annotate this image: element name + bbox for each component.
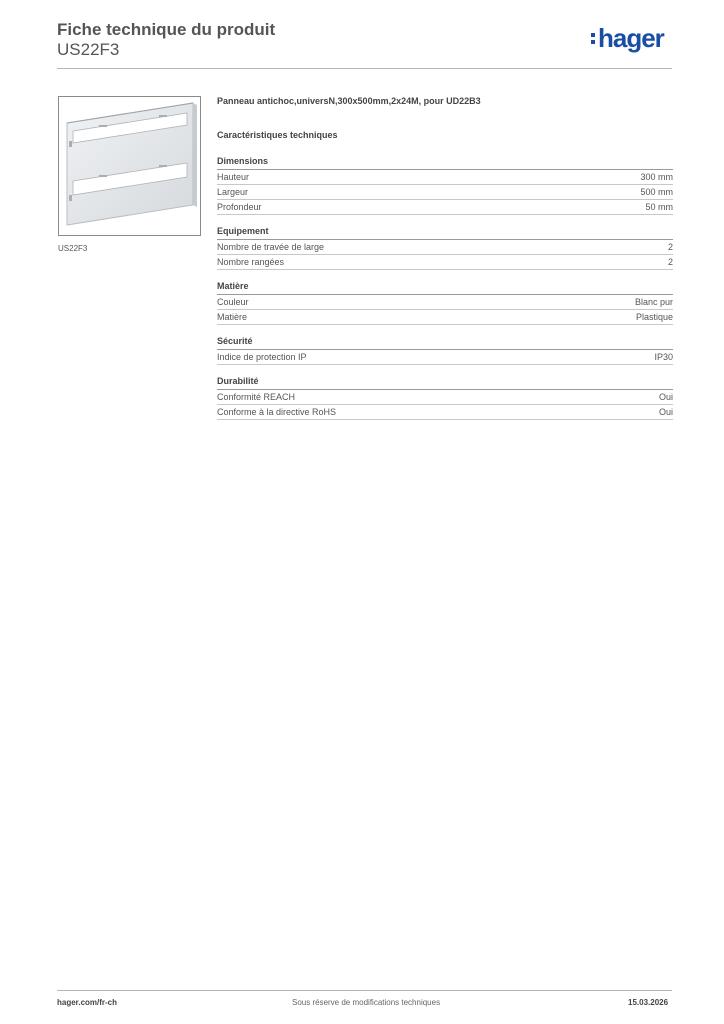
spec-label: Conformité REACH [217,392,296,402]
spec-group-matiere [217,281,673,325]
footer-website-link[interactable]: hager.com/fr-ch [57,998,118,1007]
group-heading: Dimensions [217,156,673,170]
spec-group-durabilite [217,376,673,420]
spec-label: Largeur [217,187,249,197]
footer-date: 15.03.2026 [628,998,669,1007]
spec-group-equipement [217,226,673,270]
spec-value: 300 mm [640,172,673,182]
spec-group-dimensions [217,156,673,215]
spec-row [217,200,673,215]
group-heading: Sécurité [217,336,673,350]
spec-row [217,310,673,325]
product-description: Panneau antichoc,universN,300x500mm,2x24M, pour UD22B3 [217,96,481,106]
spec-row [217,405,673,420]
header-divider [57,68,672,69]
image-caption: US22F3 [58,244,88,253]
spec-value: 2 [667,242,673,252]
spec-group-securite [217,336,673,365]
group-heading: Matière [217,281,673,295]
spec-value: Plastique [635,312,673,322]
logo-text: hager [598,23,664,53]
spec-value: 500 mm [640,187,673,197]
group-heading: Durabilité [217,376,673,390]
spec-label: Nombre rangées [217,257,285,267]
spec-label: Matière [217,312,248,322]
spec-label: Couleur [217,297,249,307]
spec-row [217,350,673,365]
specs-title: Caractéristiques techniques [217,130,338,140]
spec-label: Profondeur [217,202,262,212]
spec-label: Conforme à la directive RoHS [217,407,337,417]
product-image [58,96,201,236]
spec-value: Oui [658,392,673,402]
spec-row [217,170,673,185]
spec-label: Nombre de travée de large [217,242,325,252]
spec-row [217,185,673,200]
spec-row [217,255,673,270]
spec-value: 2 [667,257,673,267]
spec-value: Blanc pur [634,297,673,307]
spec-content [217,96,673,431]
footer-divider [57,990,672,991]
logo-dots-icon [591,33,597,47]
spec-label: Indice de protection IP [217,352,307,362]
footer-notice: Sous réserve de modifications techniques [292,998,441,1007]
spec-row [217,390,673,405]
spec-value: IP30 [654,352,673,362]
spec-label: Hauteur [217,172,250,182]
panel-illustration-icon [59,97,200,235]
group-heading: Equipement [217,226,673,240]
page-title: Fiche technique du produit [57,20,276,39]
spec-row [217,295,673,310]
spec-value: Oui [658,407,673,417]
product-code: US22F3 [57,40,120,59]
spec-value: 50 mm [645,202,673,212]
spec-row [217,240,673,255]
